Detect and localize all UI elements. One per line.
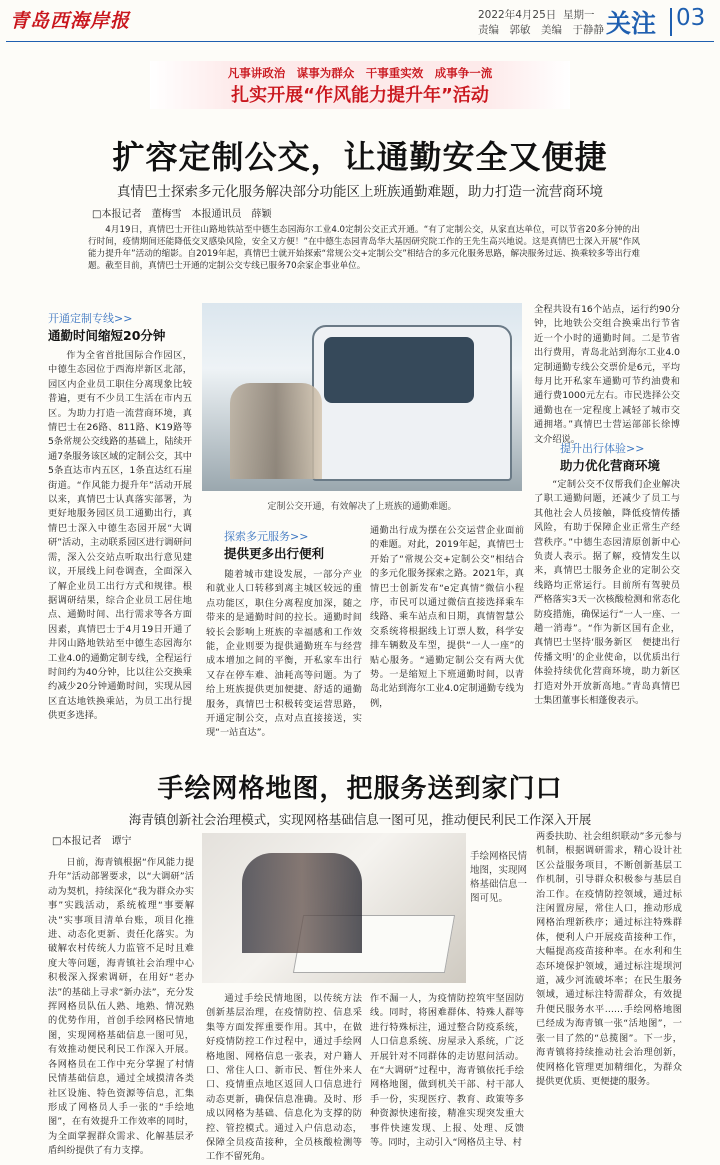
sec3-title: 助力优化营商环境 <box>560 458 661 473</box>
article2-col4-text: 两委扶助、社会组织联动”多元参与机制，根据调研需求，精心设计社区公益服务项目，不断创新基层工作机制，引导群众积极参与基层自治工作。在疫情防控领域，通过标注闲置房屋，常住人口，推动形成网格治理新秩序；通过标注特殊群体，便利人户开展疫苗接种工作，大幅提高疫苗接种率。在水利和生态环境保护领域，通过标注堤坝河道，减少河流破坏率；在民生服务领域，通过标注特需群众，有效提升便民服务水平……手绘网格地图已经成为海青镇一张“活地图”，一张一目了然的“总揽图”。下一步，海青镇将持续推动社会治理创新，使网格化管理更加精细化，为群众提供更优质、更便捷的服务。 <box>536 831 682 1087</box>
article2-headline: 手绘网格地图，把服务送到家门口 <box>157 774 563 804</box>
sec2-text: 随着城市建设发展，一部分产业和就业人口转移到离主城区较远的重点功能区，职住分离程度加深，随之带来的是通勤时间的拉长。通勤时间较长会影响上班族的幸福感和工作效能，企业则要为提供通勤班车与经营成本增加之间的平衡，开私家车出行又存在停车难、油耗高等问题。为了给上班族提供更加便捷、舒适的通勤服务，真情巴士积极转变运营思路，开通定制公交，点对点直接接送，实现“一站直达”。 <box>206 569 362 739</box>
masthead-rule <box>6 41 714 42</box>
weekday: 星期一 <box>562 9 595 21</box>
article1-byline: □本报记者 董梅雪 本报通讯员 薛颖 <box>92 209 272 220</box>
issue-date <box>478 7 594 22</box>
banner-campaign: 扎实开展“作风能力提升年”活动 <box>231 85 489 106</box>
bus-photo <box>202 303 522 491</box>
grid-map-photo-caption: 手绘网格民情地图，实现网格基础信息一图可见。 <box>470 851 528 904</box>
sec2-title: 提供更多出行便利 <box>224 546 325 561</box>
date: 2022年4月25日 <box>478 9 557 21</box>
page-number: 03 <box>676 5 706 31</box>
sec3-tag: 提升出行体验>> <box>560 442 645 455</box>
workers-shape <box>242 853 362 953</box>
col3-text: 全程共设有16个站点，运行约90分钟，比地铁公交组合换乘出行节省近一个小时的通勤时间。二是节省出行费用，青岛北站到海尔工业4.0定制通勤专线公交票价是6元，平均每月比开私家车通勤可节约油费和通行费1000元左右。市民选择公交通勤也在一定程度上减轻了城市交通拥堵。”真情巴士营运部部长徐博文介绍说。 <box>534 304 680 445</box>
grid-map-photo <box>202 833 466 983</box>
sec1-text: 作为全省首批国际合作园区，中德生态园位于西海岸新区北部，园区内企业员工职住分离现象比较普遍，更有不少员工生活在市内五区。为助力打造一流营商环境，真情巴士在26路、811路、K19路等5条常规公交线路的基础上，陆续开通7条服务该区域的定制公交，其中5条直达市内五区，1条直达红石崖街道。“作风能力提升年”活动开展以来，真情巴士认真落实部署，为更好地服务园区员工通勤出行，真情巴士深入中德生态园开展“大调研”活动，主动联系园区进行调研问需，深入公交站点听取出行意见建议，开展线上问卷调查，全面深入了解企业员工出行方式和规律。根据调研结果，综合企业员工居住地点、通勤时间、出行需求等各方面因素，真情巴士于4月19日开通了井冈山路地铁站至中德生态园海尔工业4.0的通勤定制专线，全程运行时间约为40分钟，比以往公交换乘约减少20分钟通勤时间，实现从园区直达地铁换乘站，为员工出行提供更多选择。 <box>48 350 192 722</box>
article2-col3-text: 作不漏一人，为疫情防控筑牢坚固防线。同时，将困难群体、特殊人群等进行特殊标注，通过整合防疫系统，人口信息系统、房屋录入系统，广泛开展针对不同群体的走访慰问活动。在“大调研”过程中，海青镇依托手绘网格地图，做到机关干部、村干部人手一份，实现医疗、教育、政策等多种资源快速衔接，精准实现突发重大事件快速发现、上报、处理、反馈等。同时，主动引入“网格员主导、村 <box>370 993 524 1149</box>
campaign-banner <box>150 61 570 109</box>
bus-windshield <box>324 337 474 403</box>
article1-lead: 4月19日，真情巴士开往山路地铁站至中德生态园海尔工业4.0定制公交正式开通。“有了定制公交，从家直达单位，可以节省20多分钟的出行时间，疫情期间还能降低交叉感染风险，安全又方便！”在中德生态园青岛华大基因研究院工作的王先生高兴地说。这是真情巴士深入开展“作风能力提升年”活动的缩影。自2019年起，真情巴士就开始探索“常规公交+定制公交”相结合的多元化服务思路，解决服务过远、换乘较多等出行难题。截至目前，真情巴士开通的定制公交专线已服务70余家企事业单位。 <box>88 225 640 271</box>
sec2-text-b: 通勤出行成为摆在公交运营企业面前的难题。对此，2019年起，真情巴士开始了“常规公交+定制公交”相结合的多元化服务探索之路。2021年，真情巴士创新发布“e定真情”微信小程序，市民可以通过微信直接选择乘车线路、乘车站点和日期，真情智慧公交系统将根据线上订票人数，科学安排车辆数及车型，提供“一人一座”的贴心服务。“通勤定制公交有两大优势。一是缩短上下班通勤时间，以青岛北站到海尔工业4.0定制通勤专线为例， <box>370 525 524 709</box>
editors: 责编 郭敏 美编 于静静 <box>478 24 604 36</box>
article2-subheadline: 海青镇创新社会治理模式，实现网格基础信息一图可见，推动便民利民工作深入开展 <box>128 812 592 827</box>
sec1-title: 通勤时间缩短20分钟 <box>48 328 166 343</box>
section-divider <box>670 8 672 36</box>
article2-col1-text: 日前，海青镇根据“作风能力提升年”活动部署要求，以“大调研”活动为契机，持续深化“我为群众办实事”实践活动，系统梳理“事要解决”实事项目清单台账，项目化推进、动态化更新、责任化落实。为破解农村传统人力监管不足时且难度大等问题，海青镇社会治理中心积极深入探索调研，在用好“老办法”的基础上寻求“新办法”，充分发挥网格员队伍人熟、地熟、情况熟的优势作用，首创手绘网格民情地图，实现网格基础信息一图可见，有效推动便民利民工作深入开展。各网格员在工作中充分掌握了村情民情基础信息，通过全域摸清各类社区设施、特色资源等信息，汇集形成了网格员人手一张的“手绘地图”，在有效提升工作效率的同时，为全面掌握群众需求、化解基层矛盾纠纷提供了有力支撑。 <box>48 857 194 1157</box>
commuters-shape <box>230 383 322 479</box>
sec1-tag: 开通定制专线>> <box>48 312 133 325</box>
section-name: 关注 <box>606 9 657 38</box>
article1-headline: 扩容定制公交，让通勤安全又便捷 <box>112 138 608 176</box>
bus-photo-caption: 定制公交开通，有效解决了上班族的通勤难题。 <box>267 502 457 512</box>
paper-name: 青岛西海岸报 <box>10 10 131 32</box>
article1-subheadline: 真情巴士探索多元化服务解决部分功能区上班族通勤难题，助力打造一流营商环境 <box>117 184 603 200</box>
sec2-tag: 探索多元服务>> <box>224 530 309 543</box>
article2-col2-text: 通过手绘民情地图，以传统方法创新基层治理，在疫情防控、信息采集等方面发挥重要作用。其中，在做好疫情防控工作过程中，通过手绘网格地图、网格信息一张表，对户籍人口、常住人口、新市民、暂住外来人口、疫情重点地区返回人口信息进行动态更新，确保信息准确。及时、形成以网格为基础、信息化为支撑的防控、管控模式。通过入户信息动态，保障全员疫苗接种，全员核酸检测等工作不留死角。 <box>206 993 362 1163</box>
banner-slogan: 凡事讲政治 谋事为群众 干事重实效 成事争一流 <box>227 66 493 80</box>
article2-byline: □本报记者 谭宁 <box>52 836 132 847</box>
sec3-text: “定制公交不仅帮我们企业解决了职工通勤问题，还减少了员工与其他社会人员接触，降低疫情传播风险，有助于保障企业正常生产经营秩序。”中德生态园清原创新中心负责人表示。据了解，疫情发生以来，真情巴士服务企业的定制公交线路均正常运行。目前所有驾驶员严格落实3天一次核酸检测和常态化防疫措施，确保运行“一人一座、一趟一消毒”。“作为新区国有企业，真情巴士坚持‘服务新区 便捷出行 传播文明’的企业使命，以优质出行体验持续优化营商环境，助力新区打造对外开放新高地。”青岛真情巴士集团董事长相蓬俊表示。 <box>534 479 690 707</box>
